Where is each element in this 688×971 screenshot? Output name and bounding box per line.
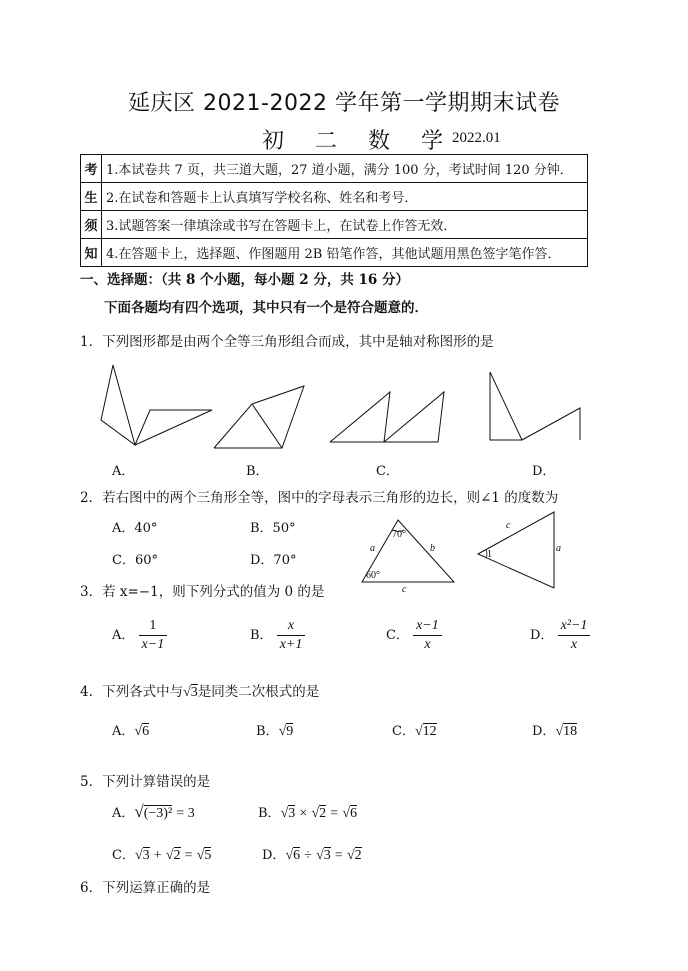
q1-option-a[interactable]: A．	[112, 464, 135, 479]
q5-option-a-label: A．	[112, 806, 135, 821]
q3-option-a-fraction	[139, 617, 168, 654]
q1-figure-a	[95, 360, 220, 450]
q3-option-a[interactable]	[112, 617, 167, 654]
q2-angle-60-label: 60°	[366, 570, 380, 581]
q3-option-c[interactable]	[386, 617, 442, 654]
fraction-numerator: x−1	[413, 617, 442, 636]
fraction-denominator: x+1	[279, 637, 303, 652]
q5-option-b[interactable]	[258, 802, 357, 822]
q4-option-d[interactable]	[532, 720, 577, 740]
exam-notice-table	[80, 154, 588, 267]
q5-option-d-equals: =	[334, 848, 343, 863]
q4-option-c[interactable]	[392, 720, 437, 740]
q2-right-side-c-label: c	[506, 520, 511, 531]
sqrt-icon: √	[311, 806, 320, 821]
section-heading: 一、选择题：（共 8 个小题，每小题 2 分，共 16 分）	[80, 272, 410, 288]
fraction-numerator: x	[277, 617, 306, 636]
notice-key: 知	[81, 239, 102, 267]
q4-text-post: 是同类二次根式的是	[197, 684, 320, 700]
q5-option-b-operator: ×	[299, 806, 308, 821]
fraction-denominator: x	[570, 637, 578, 652]
q5-option-b-radicand-3: 6	[350, 806, 357, 821]
sqrt-icon: √	[183, 685, 191, 700]
q5-option-d-radicand-3: 2	[354, 848, 362, 863]
q3-option-d-label: D．	[530, 628, 554, 643]
q3-option-c-label: C．	[386, 628, 409, 643]
notice-item: 3.试题答案一律填涂或书写在答题卡上，在试卷上作答无效．	[102, 211, 588, 239]
sqrt-icon: √	[134, 848, 143, 863]
notice-item: 4.在答题卡上，选择题、作图题用 2B 铅笔作答，其他试题用黑色签字笔作答．	[102, 239, 588, 267]
q3-option-b-label: B．	[250, 628, 273, 643]
q2-option-c[interactable]: C．60°	[112, 553, 158, 568]
q5-option-c-operator: +	[153, 848, 162, 863]
q2-option-b[interactable]: B．50°	[250, 521, 296, 536]
sqrt-icon: √	[555, 724, 564, 739]
fraction-denominator: x−1	[141, 637, 165, 652]
q5-option-c-equals: =	[184, 848, 193, 863]
sqrt-icon: √	[196, 848, 205, 863]
q5-option-c-radicand-3: 5	[204, 848, 212, 863]
q5-option-d-label: D．	[262, 848, 286, 863]
q1-figure-c	[326, 388, 450, 446]
subject-title: 初 二 数 学	[262, 129, 455, 154]
q5-option-c-radicand-1: 3	[142, 848, 150, 863]
question-4-text	[80, 680, 319, 701]
notice-item: 1.本试卷共 7 页，共三道大题，27 道小题，满分 100 分，考试时间 120 分钟．	[102, 155, 588, 183]
q5-option-d-radicand-2: 3	[323, 848, 331, 863]
q4-radicand: 3	[190, 685, 198, 700]
sqrt-icon: √	[342, 806, 350, 821]
q3-option-c-fraction	[413, 617, 442, 654]
question-2-text: 2．若右图中的两个三角形全等，图中的字母表示三角形的边长，则∠1 的度数为	[80, 490, 559, 506]
q1-figure-d	[484, 368, 584, 446]
q2-figure-left-triangle	[356, 514, 460, 596]
q3-option-b[interactable]	[250, 617, 305, 654]
sqrt-icon: √	[346, 848, 355, 863]
q5-option-b-radicand-1: 3	[288, 806, 296, 821]
q4-text-pre: 4．下列各式中与	[80, 684, 184, 700]
sqrt-icon: √	[278, 724, 287, 739]
q5-option-a-radicand: (−3)²	[143, 806, 173, 821]
q5-option-c-radicand-2: 2	[173, 848, 181, 863]
q5-option-d-radicand-1: 6	[293, 848, 301, 863]
q5-option-c-label: C．	[112, 848, 135, 863]
q5-option-c[interactable]	[112, 844, 211, 864]
q4-option-b-label: B．	[256, 724, 279, 739]
q4-option-d-label: D．	[532, 724, 556, 739]
q3-option-b-fraction	[277, 617, 306, 654]
q4-option-a-label: A．	[112, 724, 135, 739]
sqrt-icon: √	[316, 848, 324, 863]
q4-option-d-radicand: 18	[563, 724, 578, 739]
q1-option-d[interactable]: D．	[532, 464, 556, 479]
question-6-text: 6．下列运算正确的是	[80, 880, 211, 896]
q2-right-side-a-label: a	[556, 543, 561, 554]
q3-option-d[interactable]	[530, 617, 590, 654]
q1-option-c[interactable]: C．	[376, 464, 399, 479]
q4-option-c-radicand: 12	[422, 724, 437, 739]
fraction-denominator: x	[424, 637, 431, 652]
fraction-numerator: 1	[139, 617, 168, 636]
section-instruction: 下面各题均有四个选项，其中只有一个是符合题意的．	[104, 300, 428, 316]
q2-side-c-label: c	[402, 584, 407, 595]
q2-angle-1-label: 1	[487, 549, 492, 560]
q2-angle-70-label: 70°	[392, 529, 406, 540]
q4-option-c-label: C．	[392, 724, 415, 739]
q2-option-a[interactable]: A．40°	[112, 521, 158, 536]
q3-option-d-fraction	[558, 617, 591, 654]
sqrt-icon: √	[134, 724, 143, 739]
sqrt-icon: √	[134, 802, 144, 821]
notice-key: 须	[81, 211, 102, 239]
question-1-text: 1．下列图形都是由两个全等三角形组合而成，其中是轴对称图形的是	[80, 334, 494, 350]
q2-figure-right-triangle	[474, 508, 574, 590]
fraction-numerator: x²−1	[558, 617, 591, 636]
notice-key: 考	[81, 155, 102, 183]
q4-option-b[interactable]	[256, 720, 293, 740]
question-5-text: 5．下列计算错误的是	[80, 774, 211, 790]
q5-option-d-operator: ÷	[304, 848, 312, 863]
notice-key: 生	[81, 183, 102, 211]
sqrt-icon: √	[414, 724, 423, 739]
q4-option-a-radicand: 6	[142, 724, 150, 739]
q5-option-d[interactable]	[262, 844, 362, 864]
exam-date: 2022.01	[452, 130, 501, 146]
sqrt-icon: √	[165, 848, 174, 863]
q5-option-a-rhs: = 3	[176, 806, 195, 821]
q3-option-a-label: A．	[112, 628, 135, 643]
sqrt-icon: √	[280, 806, 289, 821]
q5-option-b-radicand-2: 2	[319, 806, 327, 821]
q2-option-d[interactable]: D．70°	[250, 553, 297, 568]
notice-item: 2.在试卷和答题卡上认真填写学校名称、姓名和考号．	[102, 183, 588, 211]
q4-option-a[interactable]	[112, 720, 149, 740]
page-title: 延庆区 2021-2022 学年第一学期期末试卷	[128, 91, 560, 116]
question-3-text: 3．若 x=−1，则下列分式的值为 0 的是	[80, 584, 325, 600]
sqrt-icon: √	[285, 848, 294, 863]
q5-option-b-equals: =	[330, 806, 339, 821]
q1-option-b[interactable]: B．	[246, 464, 269, 479]
q2-side-b-label: b	[430, 543, 435, 554]
q2-side-a-label: a	[370, 543, 375, 554]
q4-option-b-radicand: 9	[286, 724, 294, 739]
q5-option-a[interactable]	[112, 802, 195, 822]
q5-option-b-label: B．	[258, 806, 281, 821]
q1-figure-b	[210, 380, 310, 452]
